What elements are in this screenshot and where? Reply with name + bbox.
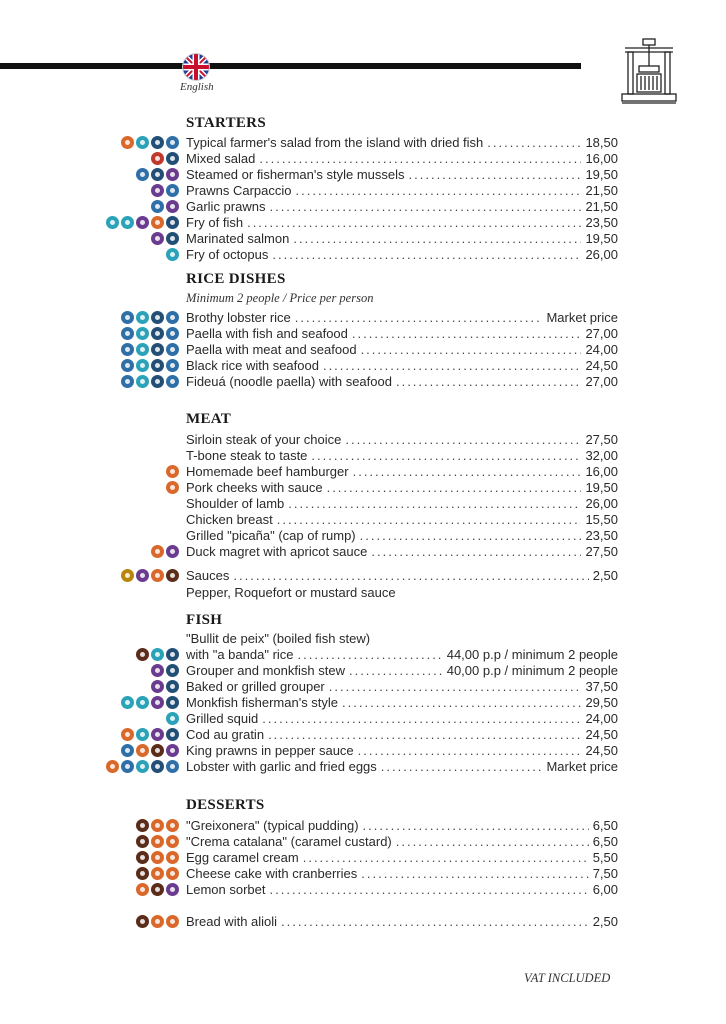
menu-item-price: 24,50 xyxy=(585,727,618,742)
allergen-orange-icon xyxy=(151,867,164,880)
allergen-navy-icon xyxy=(166,664,179,677)
menu-item-name: Cod au gratin xyxy=(186,727,265,742)
menu-item-name: Duck magret with apricot sauce xyxy=(186,544,368,559)
allergen-icons xyxy=(136,648,179,662)
menu-item xyxy=(186,496,618,512)
menu-item-name: Grouper and monkfish stew xyxy=(186,663,345,678)
allergen-blue-icon xyxy=(166,359,179,372)
dot-leader xyxy=(327,480,582,496)
allergen-icons xyxy=(136,867,179,881)
menu-item-name: Lobster with garlic and fried eggs xyxy=(186,759,377,774)
allergen-purple-icon xyxy=(136,569,149,582)
allergen-navy-icon xyxy=(151,327,164,340)
allergen-teal-icon xyxy=(136,359,149,372)
allergen-orange-icon xyxy=(151,819,164,832)
menu-item-name: "Greixonera" (typical pudding) xyxy=(186,818,359,833)
dot-leader xyxy=(298,647,443,663)
menu-item xyxy=(186,528,618,544)
menu-item-name: Garlic prawns xyxy=(186,199,266,214)
allergen-teal-icon xyxy=(121,696,134,709)
allergen-navy-icon xyxy=(151,311,164,324)
menu-item-price: 19,50 xyxy=(585,167,618,182)
allergen-teal-icon xyxy=(121,216,134,229)
allergen-navy-icon xyxy=(166,680,179,693)
menu-item-price: 21,50 xyxy=(585,183,618,198)
dot-leader xyxy=(269,199,581,215)
allergen-icons xyxy=(151,545,179,559)
allergen-orange-icon xyxy=(106,760,119,773)
dot-leader xyxy=(277,512,582,528)
allergen-purple-icon xyxy=(166,200,179,213)
allergen-red-icon xyxy=(151,152,164,165)
allergen-teal-icon xyxy=(166,248,179,261)
dot-leader xyxy=(311,448,581,464)
menu-item-price: 7,50 xyxy=(592,866,618,881)
allergen-icons xyxy=(121,728,179,742)
dot-leader xyxy=(288,496,581,512)
allergen-blue-icon xyxy=(121,760,134,773)
menu-item xyxy=(186,135,618,151)
allergen-teal-icon xyxy=(136,696,149,709)
allergen-icons xyxy=(121,744,179,758)
menu-item-name: Sirloin steak of your choice xyxy=(186,432,342,447)
menu-item xyxy=(186,480,618,496)
allergen-teal-icon xyxy=(136,760,149,773)
menu-item-price: 19,50 xyxy=(585,231,618,246)
menu-item xyxy=(186,199,618,215)
bullit-line: "Bullit de peix" (boiled fish stew) xyxy=(186,631,371,646)
menu-item xyxy=(186,695,618,711)
allergen-purple-icon xyxy=(151,184,164,197)
menu-item-price: Market price xyxy=(546,759,618,774)
dot-leader xyxy=(268,727,581,743)
allergen-orange-icon xyxy=(166,819,179,832)
dot-leader xyxy=(396,834,589,850)
allergen-icons xyxy=(121,327,179,341)
menu-item-price: 15,50 xyxy=(585,512,618,527)
menu-item xyxy=(186,743,618,759)
menu-item-price: 5,50 xyxy=(592,850,618,865)
allergen-teal-icon xyxy=(136,311,149,324)
menu-item-name: Monkfish fisherman's style xyxy=(186,695,339,710)
allergen-teal-icon xyxy=(136,343,149,356)
allergen-gold-icon xyxy=(121,569,134,582)
dot-leader xyxy=(259,151,581,167)
menu-item xyxy=(186,342,618,358)
allergen-icons xyxy=(151,232,179,246)
menu-item-name: Marinated salmon xyxy=(186,231,290,246)
allergen-navy-icon xyxy=(151,375,164,388)
menu-item-price: Market price xyxy=(546,310,618,325)
allergen-navy-icon xyxy=(151,760,164,773)
allergen-purple-icon xyxy=(151,728,164,741)
allergen-icons xyxy=(166,481,179,495)
menu-item-price: 40,00 p.p / minimum 2 people xyxy=(446,663,618,678)
menu-item-name: Brothy lobster rice xyxy=(186,310,291,325)
allergen-orange-icon xyxy=(166,481,179,494)
allergen-icons xyxy=(106,216,179,230)
dot-leader xyxy=(270,882,589,898)
allergen-icons xyxy=(136,915,179,929)
allergen-orange-icon xyxy=(151,216,164,229)
allergen-purple-icon xyxy=(166,168,179,181)
allergen-blue-icon xyxy=(166,327,179,340)
menu-item-name: Mixed salad xyxy=(186,151,256,166)
dot-leader xyxy=(349,663,443,679)
allergen-brown-icon xyxy=(136,915,149,928)
allergen-teal-icon xyxy=(166,712,179,725)
menu-item xyxy=(186,183,618,199)
menu-item-name: Fry of fish xyxy=(186,215,244,230)
menu-item xyxy=(186,358,618,374)
menu-item-price: 27,00 xyxy=(585,374,618,389)
starters-title: STARTERS xyxy=(186,115,266,131)
dot-leader xyxy=(323,358,582,374)
allergen-purple-icon xyxy=(166,883,179,896)
allergen-icons xyxy=(136,835,179,849)
dot-leader xyxy=(371,544,581,560)
menu-item-price: 26,00 xyxy=(585,496,618,511)
menu-item-name: Chicken breast xyxy=(186,512,273,527)
menu-item-price: 24,00 xyxy=(585,711,618,726)
allergen-navy-icon xyxy=(151,136,164,149)
menu-item-price: 6,00 xyxy=(592,882,618,897)
allergen-purple-icon xyxy=(151,232,164,245)
allergen-brown-icon xyxy=(136,835,149,848)
allergen-orange-icon xyxy=(151,851,164,864)
menu-item xyxy=(186,215,618,231)
menu-item-name: Pork cheeks with sauce xyxy=(186,480,323,495)
menu-item xyxy=(186,432,618,448)
allergen-orange-icon xyxy=(151,569,164,582)
allergen-icons xyxy=(166,465,179,479)
allergen-purple-icon xyxy=(166,545,179,558)
allergen-purple-icon xyxy=(151,680,164,693)
dot-leader xyxy=(262,711,581,727)
dot-leader xyxy=(352,326,582,342)
menu-item-price: 24,50 xyxy=(585,358,618,373)
menu-item-price: 2,50 xyxy=(592,568,618,583)
rice-dishes-title: RICE DISHES xyxy=(186,271,286,287)
allergen-blue-icon xyxy=(166,184,179,197)
menu-item-price: 37,50 xyxy=(585,679,618,694)
allergen-teal-icon xyxy=(136,728,149,741)
allergen-orange-icon xyxy=(151,915,164,928)
menu-item xyxy=(186,759,618,775)
menu-item xyxy=(186,544,618,560)
allergen-orange-icon xyxy=(151,835,164,848)
menu-item-name: with "a banda" rice xyxy=(186,647,294,662)
dot-leader xyxy=(272,247,581,263)
dot-leader xyxy=(363,818,589,834)
dot-leader xyxy=(361,866,588,882)
menu-item xyxy=(186,727,618,743)
menu-item-price: 18,50 xyxy=(585,135,618,150)
menu-item xyxy=(186,679,618,695)
allergen-teal-icon xyxy=(136,136,149,149)
allergen-teal-icon xyxy=(106,216,119,229)
menu-item-name: Black rice with seafood xyxy=(186,358,319,373)
menu-item-price: 27,50 xyxy=(585,432,618,447)
sauces-note: Pepper, Roquefort or mustard sauce xyxy=(186,585,396,600)
allergen-orange-icon xyxy=(166,465,179,478)
allergen-icons xyxy=(121,136,179,150)
menu-item xyxy=(186,568,618,584)
vat-note: VAT INCLUDED xyxy=(524,971,611,985)
menu-item-name: Cheese cake with cranberries xyxy=(186,866,358,881)
allergen-blue-icon xyxy=(166,311,179,324)
desserts-title: DESSERTS xyxy=(186,797,265,813)
dot-leader xyxy=(296,183,582,199)
allergen-orange-icon xyxy=(151,545,164,558)
allergen-navy-icon xyxy=(151,168,164,181)
dot-leader xyxy=(358,743,582,759)
language-label[interactable]: English xyxy=(180,81,214,93)
menu-item-price: 27,00 xyxy=(585,326,618,341)
allergen-blue-icon xyxy=(121,359,134,372)
allergen-orange-icon xyxy=(121,136,134,149)
allergen-navy-icon xyxy=(166,216,179,229)
dot-leader xyxy=(353,464,582,480)
allergen-icons xyxy=(151,664,179,678)
dot-leader xyxy=(303,850,589,866)
menu-item-name: Paella with meat and seafood xyxy=(186,342,357,357)
fish-title: FISH xyxy=(186,612,223,628)
dot-leader xyxy=(342,695,581,711)
dot-leader xyxy=(329,679,582,695)
menu-item xyxy=(186,448,618,464)
menu-item xyxy=(186,231,618,247)
menu-item-price: 26,00 xyxy=(585,247,618,262)
menu-item-name: Grilled "picaña" (cap of rump) xyxy=(186,528,356,543)
menu-item-price: 27,50 xyxy=(585,544,618,559)
allergen-icons xyxy=(136,168,179,182)
allergen-icons xyxy=(151,152,179,166)
menu-item xyxy=(186,310,618,326)
menu-item-name: T-bone steak to taste xyxy=(186,448,308,463)
menu-item xyxy=(186,512,618,528)
menu-item-price: 23,50 xyxy=(585,528,618,543)
allergen-blue-icon xyxy=(151,200,164,213)
dot-leader xyxy=(409,167,582,183)
allergen-navy-icon xyxy=(151,359,164,372)
allergen-orange-icon xyxy=(166,851,179,864)
allergen-blue-icon xyxy=(166,136,179,149)
dot-leader xyxy=(233,568,588,584)
allergen-brown-icon xyxy=(151,744,164,757)
rice-dishes-subtitle: Minimum 2 people / Price per person xyxy=(186,291,374,305)
menu-item-price: 24,50 xyxy=(585,743,618,758)
allergen-icons xyxy=(166,712,179,726)
allergen-orange-icon xyxy=(121,728,134,741)
allergen-blue-icon xyxy=(166,375,179,388)
menu-item-price: 19,50 xyxy=(585,480,618,495)
menu-item-name: Lemon sorbet xyxy=(186,882,266,897)
menu-item-price: 16,00 xyxy=(585,151,618,166)
menu-item-name: Fry of octopus xyxy=(186,247,269,262)
menu-item xyxy=(186,247,618,263)
allergen-orange-icon xyxy=(166,867,179,880)
allergen-blue-icon xyxy=(121,343,134,356)
dot-leader xyxy=(293,231,581,247)
allergen-blue-icon xyxy=(136,168,149,181)
allergen-navy-icon xyxy=(166,232,179,245)
menu-item-name: "Crema catalana" (caramel custard) xyxy=(186,834,392,849)
menu-item xyxy=(186,647,618,663)
uk-flag-icon[interactable] xyxy=(183,54,209,80)
menu-item-price: 6,50 xyxy=(592,834,618,849)
allergen-teal-icon xyxy=(151,648,164,661)
menu-item xyxy=(186,914,618,930)
allergen-blue-icon xyxy=(166,760,179,773)
allergen-icons xyxy=(121,343,179,357)
menu-item-price: 29,50 xyxy=(585,695,618,710)
menu-item xyxy=(186,167,618,183)
menu-item xyxy=(186,818,618,834)
allergen-purple-icon xyxy=(151,664,164,677)
dot-leader xyxy=(381,759,543,775)
menu-item-name: Bread with alioli xyxy=(186,914,278,929)
menu-item-name: Prawns Carpaccio xyxy=(186,183,292,198)
allergen-navy-icon xyxy=(166,696,179,709)
menu-item-name: Typical farmer's salad from the island with dried fish xyxy=(186,135,484,150)
menu-item-name: Egg caramel cream xyxy=(186,850,299,865)
menu-item-name: King prawns in pepper sauce xyxy=(186,743,354,758)
allergen-orange-icon xyxy=(136,883,149,896)
menu-item-name: Grilled squid xyxy=(186,711,259,726)
menu-item xyxy=(186,850,618,866)
dot-leader xyxy=(345,432,581,448)
allergen-navy-icon xyxy=(166,648,179,661)
allergen-icons xyxy=(166,248,179,262)
allergen-blue-icon xyxy=(166,343,179,356)
menu-item-price: 32,00 xyxy=(585,448,618,463)
dot-leader xyxy=(295,310,543,326)
menu-item-name: Homemade beef hamburger xyxy=(186,464,349,479)
dot-leader xyxy=(281,914,589,930)
allergen-icons xyxy=(121,359,179,373)
allergen-icons xyxy=(121,569,179,583)
dot-leader xyxy=(247,215,581,231)
allergen-navy-icon xyxy=(151,343,164,356)
menu-item-name: Fideuá (noodle paella) with seafood xyxy=(186,374,392,389)
allergen-brown-icon xyxy=(166,569,179,582)
allergen-purple-icon xyxy=(166,744,179,757)
allergen-teal-icon xyxy=(136,327,149,340)
allergen-brown-icon xyxy=(136,648,149,661)
allergen-orange-icon xyxy=(136,744,149,757)
menu-item xyxy=(186,464,618,480)
menu-item xyxy=(186,326,618,342)
menu-item xyxy=(186,374,618,390)
dot-leader xyxy=(487,135,581,151)
allergen-navy-icon xyxy=(166,152,179,165)
menu-item xyxy=(186,151,618,167)
menu-item-price: 44,00 p.p / minimum 2 people xyxy=(446,647,618,662)
allergen-purple-icon xyxy=(151,696,164,709)
allergen-icons xyxy=(121,375,179,389)
allergen-teal-icon xyxy=(136,375,149,388)
menu-item-name: Paella with fish and seafood xyxy=(186,326,348,341)
allergen-navy-icon xyxy=(166,728,179,741)
allergen-icons xyxy=(136,819,179,833)
allergen-orange-icon xyxy=(166,835,179,848)
allergen-icons xyxy=(121,311,179,325)
menu-item-price: 2,50 xyxy=(592,914,618,929)
allergen-brown-icon xyxy=(136,851,149,864)
allergen-purple-icon xyxy=(136,216,149,229)
menu-item-price: 23,50 xyxy=(585,215,618,230)
menu-item-price: 24,00 xyxy=(585,342,618,357)
menu-item-price: 21,50 xyxy=(585,199,618,214)
menu-item xyxy=(186,834,618,850)
meat-title: MEAT xyxy=(186,411,232,427)
menu-item xyxy=(186,711,618,727)
allergen-blue-icon xyxy=(121,327,134,340)
menu-item-name: Sauces xyxy=(186,568,230,583)
allergen-icons xyxy=(151,200,179,214)
dot-leader xyxy=(361,342,582,358)
menu-item-price: 6,50 xyxy=(592,818,618,833)
menu-item-name: Shoulder of lamb xyxy=(186,496,285,511)
menu-item xyxy=(186,663,618,679)
allergen-brown-icon xyxy=(151,883,164,896)
menu-item-price: 16,00 xyxy=(585,464,618,479)
olive-press-logo-icon xyxy=(619,38,679,104)
allergen-blue-icon xyxy=(121,375,134,388)
allergen-icons xyxy=(121,696,179,710)
allergen-icons xyxy=(136,851,179,865)
menu-item-name: Steamed or fisherman's style mussels xyxy=(186,167,405,182)
allergen-icons xyxy=(136,883,179,897)
menu-item xyxy=(186,866,618,882)
menu-item xyxy=(186,882,618,898)
allergen-blue-icon xyxy=(121,311,134,324)
allergen-icons xyxy=(151,184,179,198)
menu-item-name: Baked or grilled grouper xyxy=(186,679,325,694)
dot-leader xyxy=(360,528,582,544)
header-rule xyxy=(0,63,581,69)
allergen-blue-icon xyxy=(121,744,134,757)
allergen-icons xyxy=(151,680,179,694)
allergen-icons xyxy=(106,760,179,774)
allergen-brown-icon xyxy=(136,867,149,880)
allergen-orange-icon xyxy=(166,915,179,928)
allergen-brown-icon xyxy=(136,819,149,832)
dot-leader xyxy=(396,374,581,390)
